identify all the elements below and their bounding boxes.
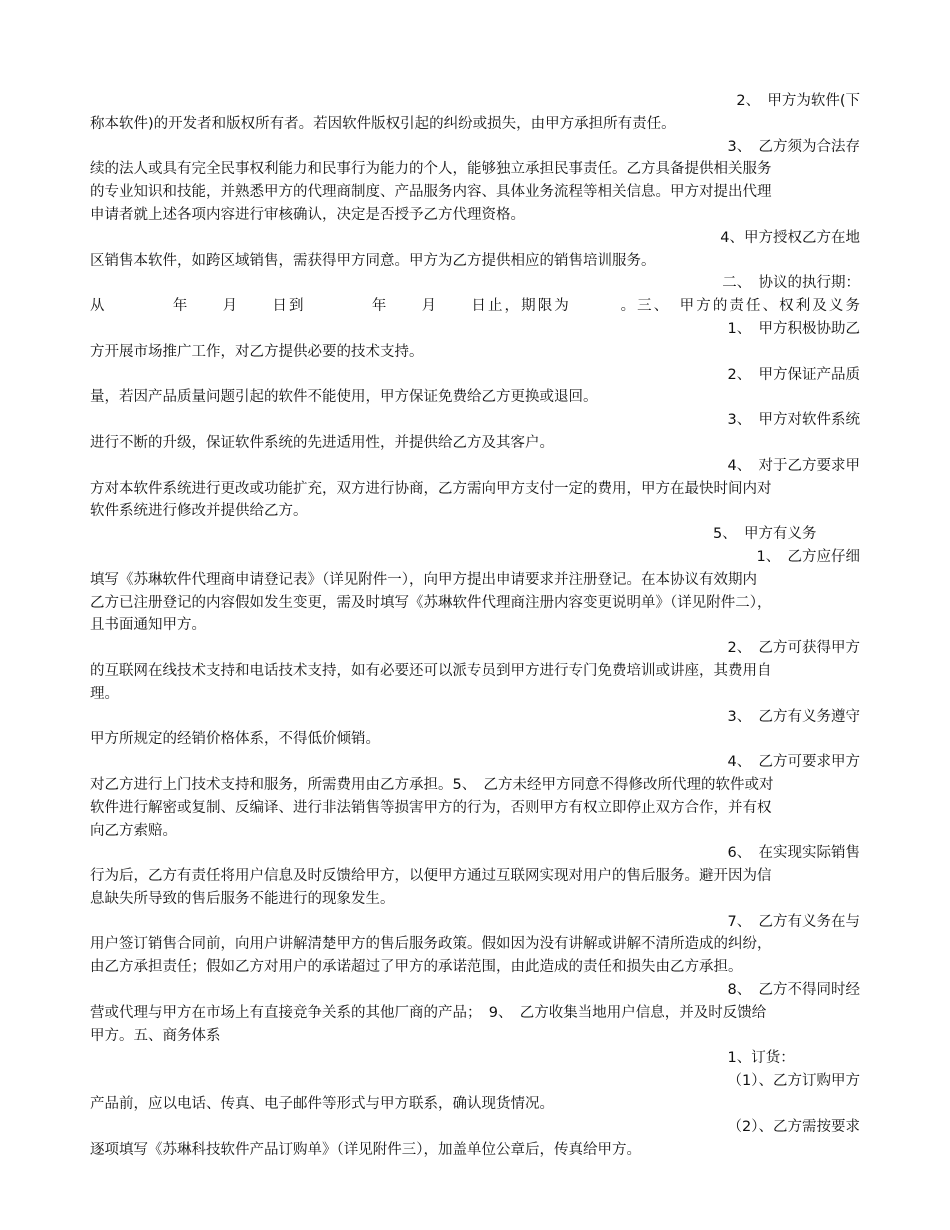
text-line: 对乙方进行上门技术支持和服务，所需费用由乙方承担。5、 乙方未经甲方同意不得修改所代理的软件或对 [90, 776, 774, 793]
text-line: 乙方已注册登记的内容假如发生变更，需及时填写《苏琳软件代理商注册内容变更说明单》（详见附件二）， [90, 594, 772, 611]
text-line: 填写《苏琳软件代理商申请登记表》（详见附件一），向甲方提出申请要求并注册登记。在本协议有效期内 [90, 571, 757, 588]
text-line: 软件系统进行修改并提供给乙方。 [90, 503, 308, 520]
text-line: 从 年 月 日到 年 月 日止，期限为 。三、 甲方的责任、权利及义务 [90, 298, 860, 315]
text-line: 二、 协议的执行期： [722, 275, 860, 292]
text-line: 3、 乙方有义务遵守 [727, 708, 860, 725]
text-line: 甲方。五、商务体系 [90, 1027, 221, 1044]
text-line: 行为后，乙方有责任将用户信息及时反馈给甲方，以便甲方通过互联网实现对用户的售后服务。避开因为信 [90, 868, 772, 885]
text-line: 5、 甲方有义务 [713, 526, 860, 543]
text-line: 3、 甲方对软件系统 [727, 412, 860, 429]
text-line: 向乙方索赔。 [90, 822, 177, 839]
text-line: 营或代理与甲方在市场上有直接竞争关系的其他厂商的产品； 9、 乙方收集当地用户信息，并及时反馈给 [90, 1004, 767, 1021]
text-line: 用户签订销售合同前，向用户讲解清楚甲方的售后服务政策。假如因为没有讲解或讲解不清所造成的纠纷， [90, 936, 772, 953]
text-line: 方对本软件系统进行更改或功能扩充，双方进行协商，乙方需向甲方支付一定的费用，甲方在最快时间内对 [90, 480, 772, 497]
text-line: 逐项填写《苏琳科技软件产品订购单》（详见附件三），加盖单位公章后，传真给甲方。 [90, 1141, 641, 1158]
text-line: 甲方所规定的经销价格体系，不得低价倾销。 [90, 731, 380, 748]
text-line: 8、 乙方不得同时经 [727, 982, 860, 999]
text-line: 申请者就上述各项内容进行审核确认，决定是否授予乙方代理资格。 [90, 206, 525, 223]
text-line: 理。 [90, 685, 119, 702]
text-line: 1、 乙方应仔细 [756, 548, 860, 565]
text-line: 称本软件)的开发者和版权所有者。若因软件版权引起的纠纷或损失，由甲方承担所有责任。 [90, 115, 676, 132]
text-line: 4、甲方授权乙方在地 [720, 229, 860, 246]
text-line: 由乙方承担责任；假如乙方对用户的承诺超过了甲方的承诺范围，由此造成的责任和损失由乙方承担。 [90, 959, 743, 976]
text-line: 续的法人或具有完全民事权利能力和民事行为能力的个人，能够独立承担民事责任。乙方具备提供相关服务 [90, 161, 772, 178]
text-line: 4、 对于乙方要求甲 [727, 457, 860, 474]
text-line: 且书面通知甲方。 [90, 617, 206, 634]
text-line: 4、 乙方可要求甲方 [727, 754, 860, 771]
text-line: 软件进行解密或复制、反编译、进行非法销售等损害甲方的行为，否则甲方有权立即停止双方合作，并有权 [90, 799, 772, 816]
text-line: 量，若因产品质量问题引起的软件不能使用，甲方保证免费给乙方更换或退回。 [90, 389, 598, 406]
text-line: 2、 甲方为软件(下 [736, 93, 860, 109]
text-line: （1）、乙方订购甲方 [727, 1073, 860, 1090]
text-line: （2）、乙方需按要求 [727, 1118, 860, 1135]
text-line: 6、 在实现实际销售 [727, 845, 860, 862]
text-line: 方开展市场推广工作，对乙方提供必要的技术支持。 [90, 343, 424, 360]
text-line: 7、 乙方有义务在与 [727, 913, 860, 930]
text-line: 1、 甲方积极协助乙 [727, 320, 860, 337]
text-line: 产品前，应以电话、传真、电子邮件等形式与甲方联系，确认现货情况。 [90, 1096, 554, 1113]
text-line: 3、 乙方须为合法存 [727, 138, 860, 155]
text-line: 进行不断的升级，保证软件系统的先进适用性，并提供给乙方及其客户。 [90, 434, 554, 451]
text-line: 的互联网在线技术支持和电话技术支持，如有必要还可以派专员到甲方进行专门免费培训或讲座，其费用自 [90, 662, 772, 679]
text-line: 的专业知识和技能，并熟悉甲方的代理商制度、产品服务内容、具体业务流程等相关信息。甲方对提出代理 [90, 184, 772, 201]
text-line: 区销售本软件，如跨区域销售，需获得甲方同意。甲方为乙方提供相应的销售培训服务。 [90, 252, 656, 269]
text-line: 1、订货： [727, 1050, 860, 1067]
text-line: 2、 甲方保证产品质 [727, 366, 860, 383]
text-line: 息缺失所导致的售后服务不能进行的现象发生。 [90, 890, 395, 907]
text-line: 2、 乙方可获得甲方 [727, 640, 860, 657]
document-body [90, 90, 860, 1161]
